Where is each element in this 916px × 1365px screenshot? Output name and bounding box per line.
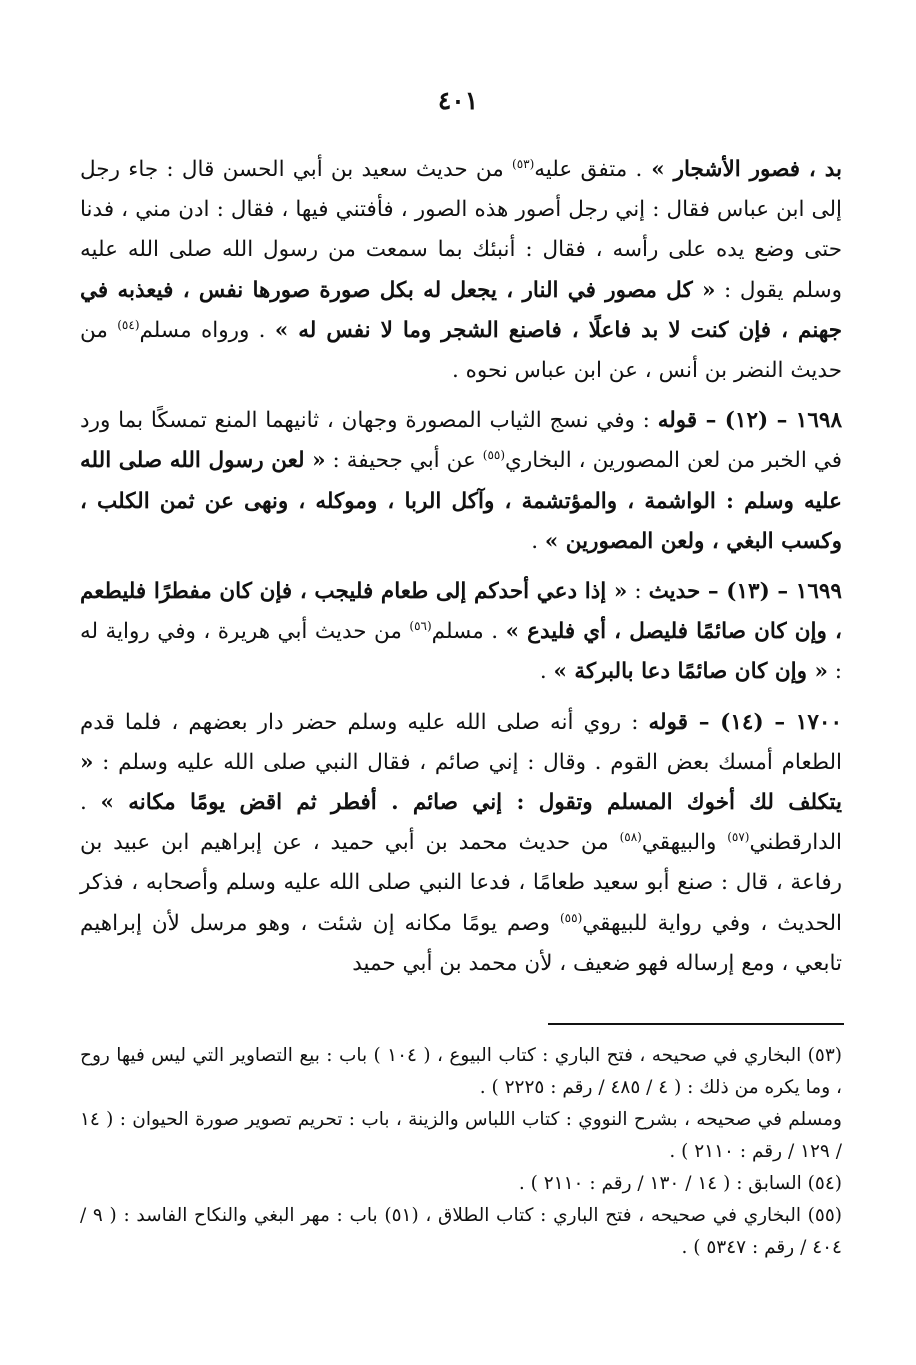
text-run: . متفق عليه	[534, 157, 643, 182]
bold-text: ١٧٠٠ – (١٤) – قوله	[648, 709, 842, 735]
paragraph	[80, 150, 842, 391]
text-run: :	[627, 579, 649, 605]
footnote-ref: (٥٣)	[512, 156, 535, 171]
text-run: من حديث سعيد بن أبي الحسن قال : جاء رجل إلى ابن عباس فقال : إني رجل أصور هذه الصور ، فأفتني فيها ، فقال : ادن مني ، فدنا حتى وضع يده على رأسه ، فقال : أنبئك بما سمعت من رسول الله صلى الله عليه وسلم يقول :	[80, 157, 842, 303]
footnotes	[80, 1040, 842, 1264]
footnote-ref: (٥٥)	[482, 448, 506, 463]
text-run: من حديث أبي هريرة ، وفي رواية له :	[80, 619, 842, 685]
bold-text: « وإن كان صائمًا دعا بالبركة »	[553, 659, 828, 685]
bold-text: « لعن رسول الله صلى الله عليه وسلم : الواشمة ، والمؤتشمة ، وآكل الربا ، وموكله ، ونهى عن ثمن الكلب ، وكسب البغي ، ولعن المصورين »	[80, 448, 842, 554]
footnote-ref: (٥٨)	[619, 830, 642, 845]
footnote: (٥٣) البخاري في صحيحه ، فتح الباري : كتاب البيوع ، ( ١٠٤ ) باب : بيع التصاوير التي ليس فيها روح ، وما يكره من ذلك : ( ٤ / ٤٨٥ / رقم : ٢٢٢٥ ) .	[80, 1045, 842, 1098]
footnote: (٥٤) السابق : ( ١٤ / ١٣٠ / رقم : ٢١١٠ ) .	[518, 1173, 842, 1194]
text-run: : روي أنه صلى الله عليه وسلم حضر دار بعضهم ، فلما قدم الطعام أمسك بعض القوم . وقال : إني صائم ، فقال النبي صلى الله عليه وسلم :	[80, 709, 842, 775]
text-run: وصم يومًا مكانه إن شئت ، وهو مرسل لأن إبراهيم تابعي ، ومع إرساله فهو ضعيف ، لأن محمد بن أبي حميد	[80, 910, 842, 976]
page-number: ٤٠١	[437, 86, 479, 115]
footnote: ومسلم في صحيحه ، بشرح النووي : كتاب اللباس والزينة ، باب : تحريم تصوير صورة الحيوان : ( ١٤ / ١٢٩ / رقم : ٢١١٠ ) .	[80, 1109, 842, 1162]
bold-text: ١٦٩٩ – (١٣) – حديث	[648, 579, 842, 605]
text-run: والبيهقي	[641, 830, 728, 856]
footnote-ref: (٥٧)	[727, 830, 750, 845]
footnote-ref: (٥٦)	[409, 619, 432, 634]
text-run: . الدارقطني	[80, 790, 842, 856]
bold-text: ١٦٩٨ – (١٢) – قوله	[657, 408, 842, 434]
footnote-separator	[548, 1023, 844, 1025]
text-run: من حديث النضر بن أنس ، عن ابن عباس نحوه .	[80, 317, 842, 384]
text-run: .	[531, 528, 545, 554]
paragraph	[80, 401, 842, 562]
text-run: . مسلم	[431, 619, 506, 645]
footnote-ref: (٥٤)	[117, 317, 140, 332]
text-run: عن أبي جحيفة :	[325, 448, 483, 474]
footnote-ref: (٥٥)	[559, 910, 583, 925]
text-run: .	[539, 659, 554, 685]
bold-text: « يتكلف لك أخوك المسلم وتقول : إني صائم . أفطر ثم اقض يومًا مكانه »	[80, 749, 842, 816]
main-text	[80, 150, 842, 984]
bold-text: بد ، فصور الأشجار »	[642, 157, 842, 182]
bold-text: « كل مصور في النار ، يجعل له بكل صورة صورها نفس ، فيعذبه في جهنم ، فإن كنت لا بد فاعلًا ، فاصنع الشجر وما لا نفس له »	[80, 277, 843, 343]
bold-text: « إذا دعي أحدكم إلى طعام فليجب ، فإن كان مفطرًا فليطعم ، وإن كان صائمًا فليصل ، أي فليدع »	[80, 579, 842, 645]
paragraph	[80, 572, 842, 693]
footnote: (٥٥) البخاري في صحيحه ، فتح الباري : كتاب الطلاق ، (٥١) باب : مهر البغي والنكاح الفاسد : ( ٩ / ٤٠٤ / رقم : ٥٣٤٧ ) .	[80, 1205, 842, 1258]
text-run: من حديث محمد بن أبي حميد ، عن إبراهيم ابن عبيد بن رفاعة ، قال : صنع أبو سعيد طعامًا ، فدعا النبي صلى الله عليه وسلم وأصحابه ، فذكر الحديث ، وفي رواية للبيهقي	[80, 830, 842, 936]
text-run: : وفي نسج الثياب المصورة وجهان ، ثانيهما المنع تمسكًا بما ورد في الخبر من لعن المصورين ، البخاري	[80, 408, 842, 474]
paragraph	[80, 703, 842, 984]
text-run: . ورواه مسلم	[139, 317, 275, 343]
